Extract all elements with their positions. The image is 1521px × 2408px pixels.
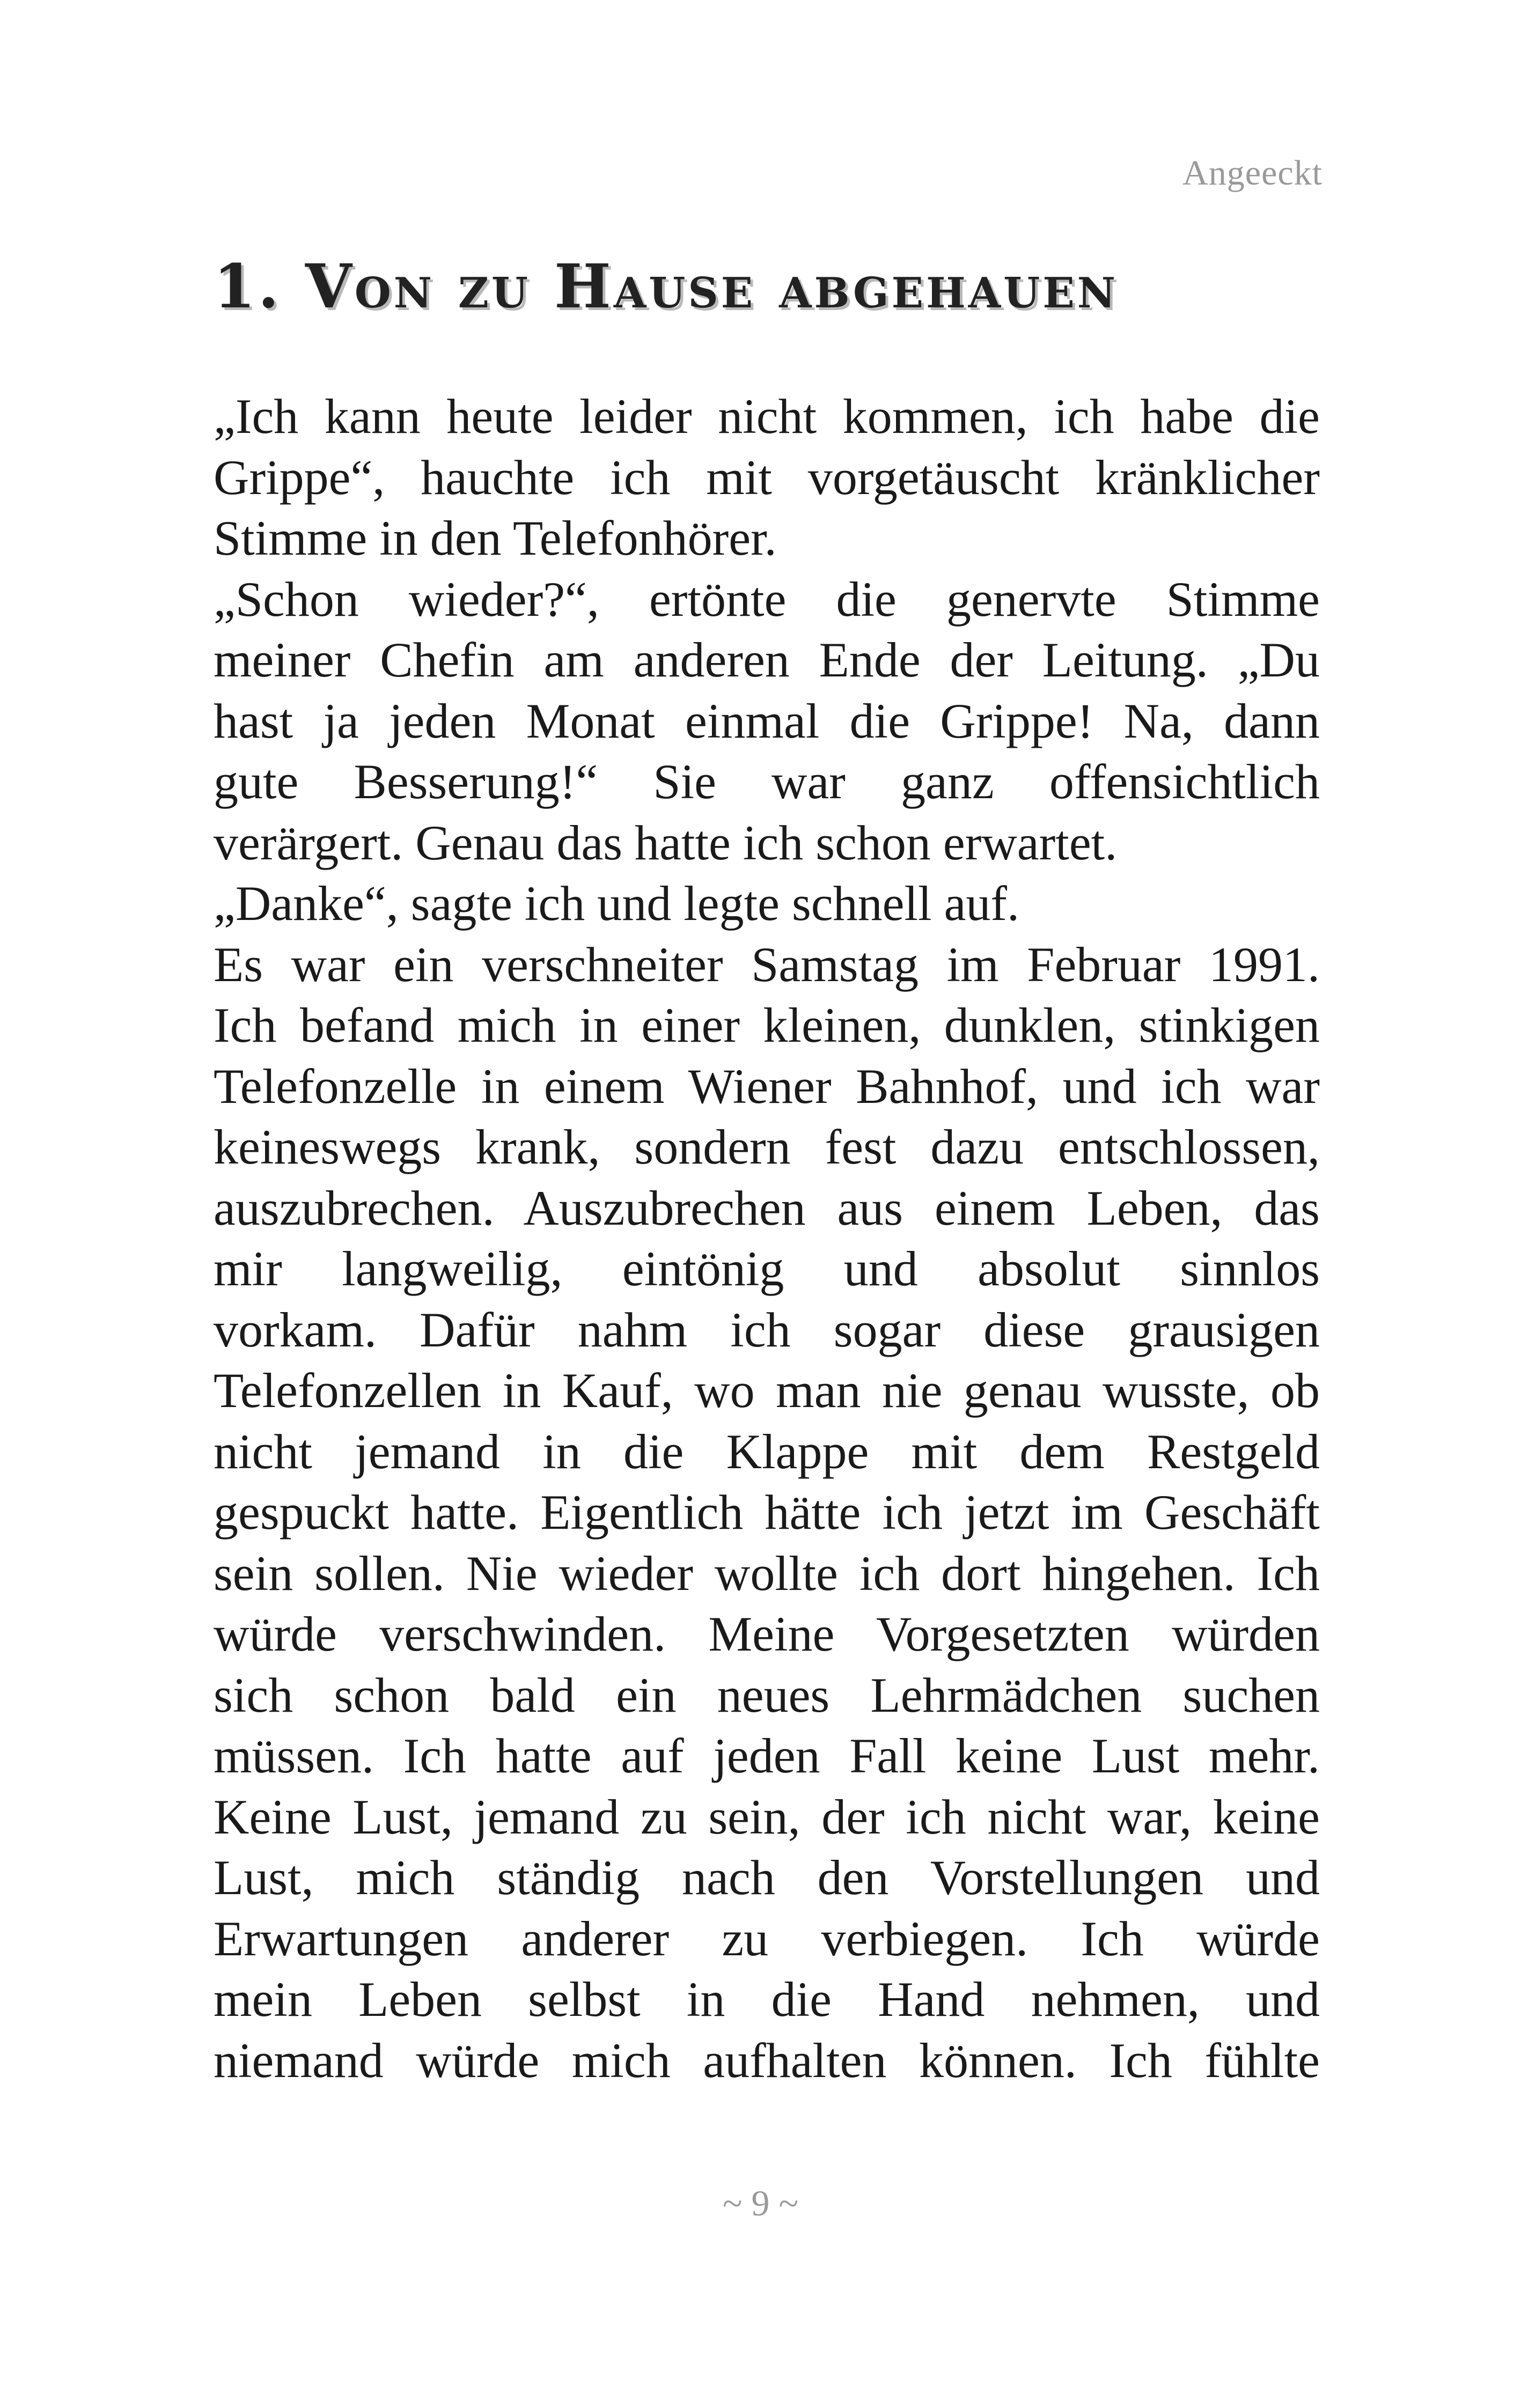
text-line: nicht jemand in die Klappe mit dem Restgeld [214, 1424, 1320, 1479]
text-line: Keine Lust, jemand zu sein, der ich nicht war, keine [214, 1789, 1320, 1844]
text-line: Erwartungen anderer zu verbiegen. Ich würde [214, 1911, 1320, 1966]
text-line: müssen. Ich hatte auf jeden Fall keine Lust mehr. [214, 1728, 1320, 1783]
text-line: Lust, mich ständig nach den Vorstellungen und [214, 1850, 1320, 1905]
text-line: mein Leben selbst in die Hand nehmen, und [214, 1972, 1320, 2027]
text-line: meiner Chefin am anderen Ende der Leitung. „Du [214, 632, 1320, 687]
text-line: Telefonzellen in Kauf, wo man nie genau wusste, ob [214, 1363, 1320, 1418]
text-line: gespuckt hatte. Eigentlich hätte ich jetzt im Geschäft [214, 1485, 1320, 1540]
text-line: niemand würde mich aufhalten können. Ich fühlte [214, 2033, 1320, 2088]
text-line: gute Besserung!“ Sie war ganz offensichtlich [214, 754, 1320, 809]
text-line: „Ich kann heute leider nicht kommen, ich habe die [214, 389, 1320, 444]
running-header: Angeeckt [1182, 153, 1322, 193]
text-line: verärgert. Genau das hatte ich schon erwartet. [214, 815, 1118, 870]
body-text [214, 386, 1320, 2091]
text-line: würde verschwinden. Meine Vorgesetzten würden [214, 1607, 1320, 1661]
text-line: vorkam. Dafür nahm ich sogar diese grausigen [214, 1302, 1320, 1357]
text-line: mir langweilig, eintönig und absolut sinnlos [214, 1241, 1320, 1296]
text-line: „Danke“, sagte ich und legte schnell auf. [214, 876, 1020, 931]
page-number: ~ 9 ~ [722, 2183, 799, 2223]
text-line: auszubrechen. Auszubrechen aus einem Leben, das [214, 1180, 1320, 1235]
text-line: hast ja jeden Monat einmal die Grippe! Na, dann [214, 693, 1320, 748]
text-line: Grippe“, hauchte ich mit vorgetäuscht kränklicher [214, 450, 1320, 505]
text-line: Ich befand mich in einer kleinen, dunklen, stinkigen [214, 998, 1320, 1052]
text-line: Es war ein verschneiter Samstag im Februar 1991. [214, 937, 1320, 992]
text-line: „Schon wieder?“, ertönte die genervte Stimme [214, 571, 1320, 627]
chapter-title: 1. Von zu Hause abgehauen [214, 252, 1119, 322]
text-line: keineswegs krank, sondern fest dazu entschlossen, [214, 1120, 1320, 1174]
text-line: sein sollen. Nie wieder wollte ich dort hingehen. Ich [214, 1545, 1320, 1601]
text-line: Telefonzelle in einem Wiener Bahnhof, und ich war [214, 1058, 1320, 1114]
text-line: sich schon bald ein neues Lehrmädchen suchen [214, 1667, 1320, 1722]
text-line: Stimme in den Telefonhörer. [214, 511, 777, 565]
